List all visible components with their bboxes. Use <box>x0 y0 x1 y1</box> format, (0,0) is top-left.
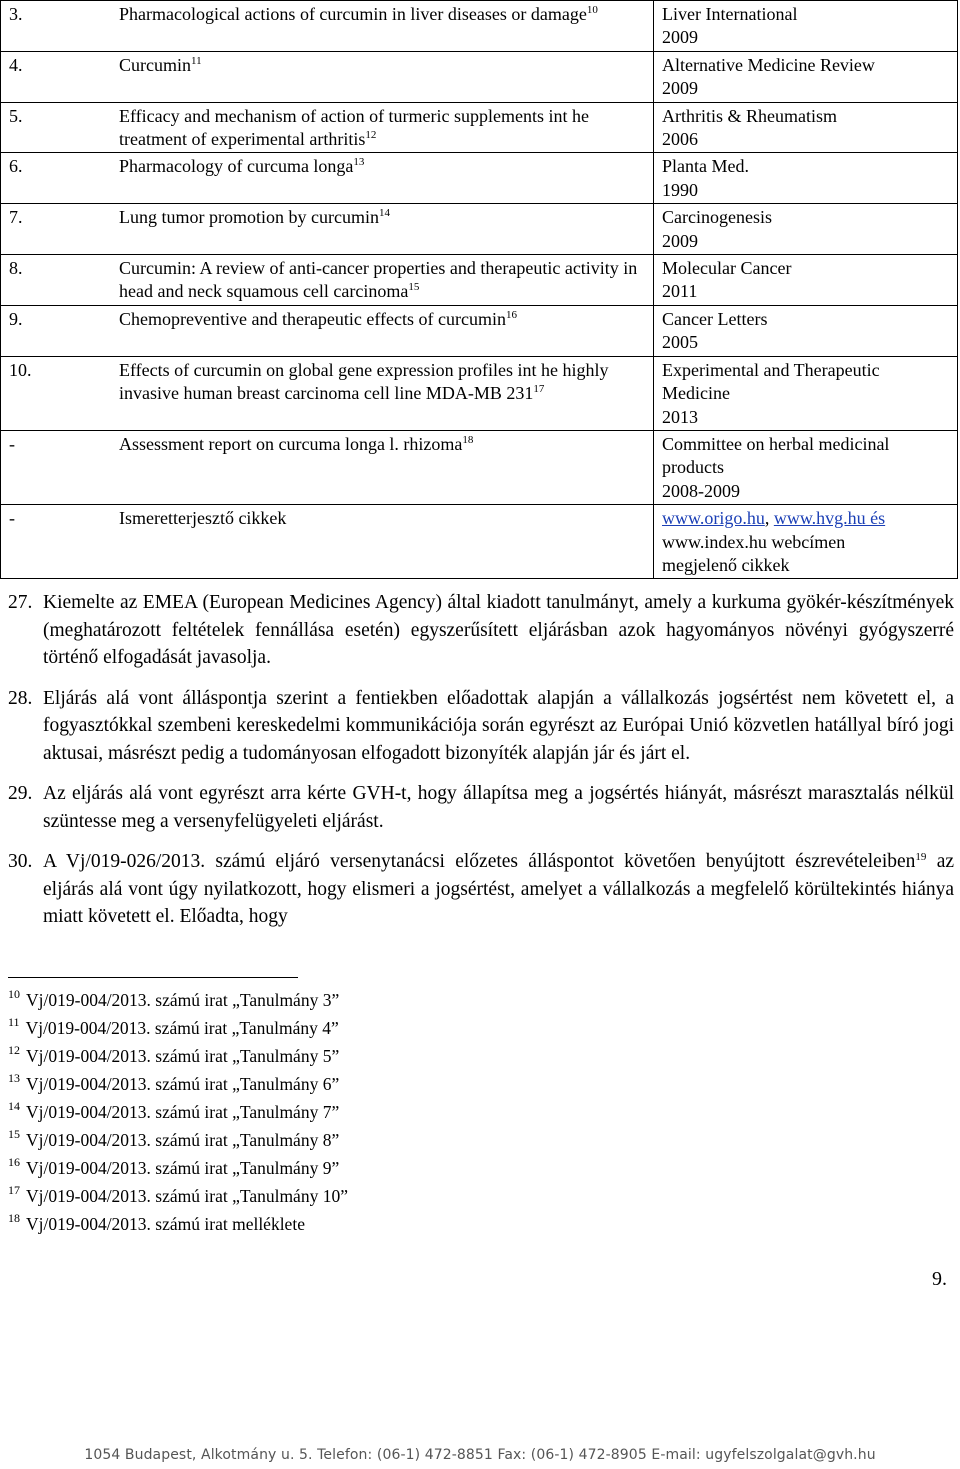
row-title: Curcumin: A review of anti-cancer properties and therapeutic activity in head and neck squamous cell carcinoma <box>119 258 638 302</box>
link-separator: , <box>764 508 774 529</box>
row-title: Curcumin <box>119 54 191 75</box>
row-title: Assessment report on curcuma longa l. rhizoma <box>119 433 463 454</box>
table-row <box>1 305 958 356</box>
footnote-separator <box>8 977 298 978</box>
body-paragraphs <box>8 589 954 944</box>
footnote <box>8 1014 348 1042</box>
row-number: 9. <box>9 308 23 329</box>
paragraph-text: Eljárás alá vont álláspontja szerint a fentiekben előadottak alapján a vállalkozás jogsértést nem követett el, a fogyasztókkal szembeni kereskedelmi kommunikációja során egyrészt az Európai Unió közvetlen hatállyal bíró jogi aktusai, másrészt pedig a tudományosan elfogadott bizonyíték alapján jár és járt el. <box>43 687 954 764</box>
paragraph-number: 30. <box>8 851 33 872</box>
footnote <box>8 1210 348 1238</box>
footnote-ref: 12 <box>365 129 377 142</box>
paragraph-text: Az eljárás alá vont egyrészt arra kérte GVH-t, hogy állapítsa meg a jogsértés hiányát, másrészt marasztalás nélkül szüntesse meg a versenyfelügyeleti eljárást. <box>43 783 954 832</box>
table-row <box>1 255 958 306</box>
footnote-number: 13 <box>8 1071 20 1085</box>
footnote-text: Vj/019-004/2013. számú irat „Tanulmány 5” <box>26 1046 340 1066</box>
publication-year: 2011 <box>662 281 698 302</box>
publication-year: 2008-2009 <box>662 480 740 501</box>
footnote-ref: 18 <box>462 433 474 446</box>
footnote-text: Vj/019-004/2013. számú irat „Tanulmány 10” <box>26 1186 348 1206</box>
paragraph <box>8 780 954 835</box>
journal-name: Alternative Medicine Review <box>662 54 875 75</box>
journal-name: Carcinogenesis <box>662 207 772 228</box>
row-number: 5. <box>9 105 23 126</box>
hvg-link[interactable]: www.hvg.hu és <box>773 508 886 529</box>
row-title: Efficacy and mechanism of action of turmeric supplements int he treatment of experimental arthritis <box>119 105 590 150</box>
footnote-ref: 14 <box>378 207 390 220</box>
table-row <box>1 51 958 102</box>
footnote-text: Vj/019-004/2013. számú irat „Tanulmány 6” <box>26 1074 340 1094</box>
row-title: Chemopreventive and therapeutic effects of curcumin <box>119 308 507 329</box>
footnote-number: 17 <box>8 1183 20 1197</box>
journal-name: Planta Med. <box>662 156 749 177</box>
page-number: 9. <box>932 1268 947 1290</box>
paragraph-number: 27. <box>8 592 33 613</box>
table-row <box>1 1 958 52</box>
footnote-ref: 15 <box>408 281 420 294</box>
footnote-ref: 19 <box>915 851 927 863</box>
footnote-number: 10 <box>8 987 20 1001</box>
paragraph-text-cont: az eljárás alá vont úgy nyilatkozott, hogy elismeri a jogsértést, amelyet a vállalkozás a megfelelő körültekintés hiánya miatt követett el. Előadta, hogy <box>43 851 955 927</box>
references-table <box>0 0 958 579</box>
footnote-number: 15 <box>8 1127 20 1141</box>
footnote <box>8 1126 348 1154</box>
table-row <box>1 505 958 579</box>
table-row <box>1 430 958 504</box>
footnotes <box>8 986 348 1238</box>
footnote <box>8 1154 348 1182</box>
paragraph-number: 28. <box>8 687 33 709</box>
footnote-text: Vj/019-004/2013. számú irat „Tanulmány 8” <box>26 1130 340 1150</box>
row-title: Effects of curcumin on global gene expression profiles int he highly invasive human breast carcinoma cell line MDA-MB 231 <box>119 359 609 404</box>
publication-year: 2009 <box>662 230 698 251</box>
footnote <box>8 1042 348 1070</box>
journal-name: Liver International <box>662 4 798 24</box>
footnote-number: 18 <box>8 1211 20 1225</box>
row-title: Pharmacology of curcuma longa <box>119 156 354 177</box>
table-row <box>1 153 958 204</box>
row-number: 3. <box>9 4 23 24</box>
footnote-number: 14 <box>8 1099 20 1113</box>
journal-name: Experimental and Therapeutic Medicine <box>662 359 880 404</box>
footnote-ref: 11 <box>191 54 202 67</box>
row-number: 7. <box>9 207 23 228</box>
publication-year: 2009 <box>662 27 698 48</box>
footnote-number: 16 <box>8 1155 20 1169</box>
footnote <box>8 1182 348 1210</box>
publication-year: 1990 <box>662 179 698 200</box>
paragraph <box>8 589 954 672</box>
table-row <box>1 356 958 430</box>
index-link-text: www.index.hu webcímen <box>662 531 846 552</box>
publication-year: 2006 <box>662 129 698 150</box>
row-title: Ismeretterjesztő cikkek <box>119 508 287 529</box>
footnote-text: Vj/019-004/2013. számú irat „Tanulmány 7” <box>26 1102 340 1122</box>
paragraph-text: A Vj/019-026/2013. számú eljáró versenytanácsi előzetes álláspontot követően benyújtott észrevételeiben <box>43 851 916 872</box>
journal-name: Arthritis & Rheumatism <box>662 105 837 126</box>
footnote-number: 12 <box>8 1043 20 1057</box>
publication-year: 2009 <box>662 78 698 99</box>
paragraph-number: 29. <box>8 783 33 804</box>
footnote-text: Vj/019-004/2013. számú irat melléklete <box>26 1214 305 1234</box>
articles-text: megjelenő cikkek <box>662 554 790 575</box>
row-number: 6. <box>9 156 23 177</box>
footnote <box>8 1070 348 1098</box>
footnote <box>8 986 348 1014</box>
row-number: 8. <box>9 258 23 279</box>
publication-year: 2005 <box>662 332 698 353</box>
row-number: 10. <box>9 359 32 380</box>
paragraph <box>8 685 954 768</box>
journal-name: Molecular Cancer <box>662 258 792 279</box>
footnote-number: 11 <box>8 1015 20 1029</box>
origo-link[interactable]: www.origo.hu <box>662 508 765 529</box>
row-title: Lung tumor promotion by curcumin <box>119 207 379 228</box>
row-number: - <box>9 508 15 529</box>
paragraph <box>8 848 954 931</box>
footnote-ref: 10 <box>586 4 598 16</box>
table-row <box>1 204 958 255</box>
paragraph-text: Kiemelte az EMEA (European Medicines Agency) által kiadott tanulmányt, amely a kurkuma gyökér-készítmények (meghatározott feltételek fennállása esetén) egyszerűsített eljárásban azok hagyományos növényi gyógyszerré történő elfogadását javasolja. <box>43 592 954 668</box>
footnote-ref: 16 <box>506 308 518 321</box>
publication-year: 2013 <box>662 406 698 427</box>
footnote-ref: 17 <box>533 383 545 396</box>
row-number: - <box>9 433 15 454</box>
page-footer: 1054 Budapest, Alkotmány u. 5. Telefon: (06-1) 472-8851 Fax: (06-1) 472-8905 E-mail: ugyfelszolgalat@gvh.hu <box>84 1447 876 1463</box>
footnote <box>8 1098 348 1126</box>
row-title: Pharmacological actions of curcumin in liver diseases or damage <box>119 4 587 24</box>
footnote-text: Vj/019-004/2013. számú irat „Tanulmány 9” <box>26 1158 340 1178</box>
footnote-text: Vj/019-004/2013. számú irat „Tanulmány 3” <box>26 990 340 1010</box>
row-number: 4. <box>9 54 23 75</box>
journal-name: Cancer Letters <box>662 308 768 329</box>
table-row <box>1 102 958 153</box>
journal-name: Committee on herbal medicinal products <box>662 433 890 478</box>
footnote-text: Vj/019-004/2013. számú irat „Tanulmány 4” <box>25 1018 339 1038</box>
footnote-ref: 13 <box>353 156 365 169</box>
